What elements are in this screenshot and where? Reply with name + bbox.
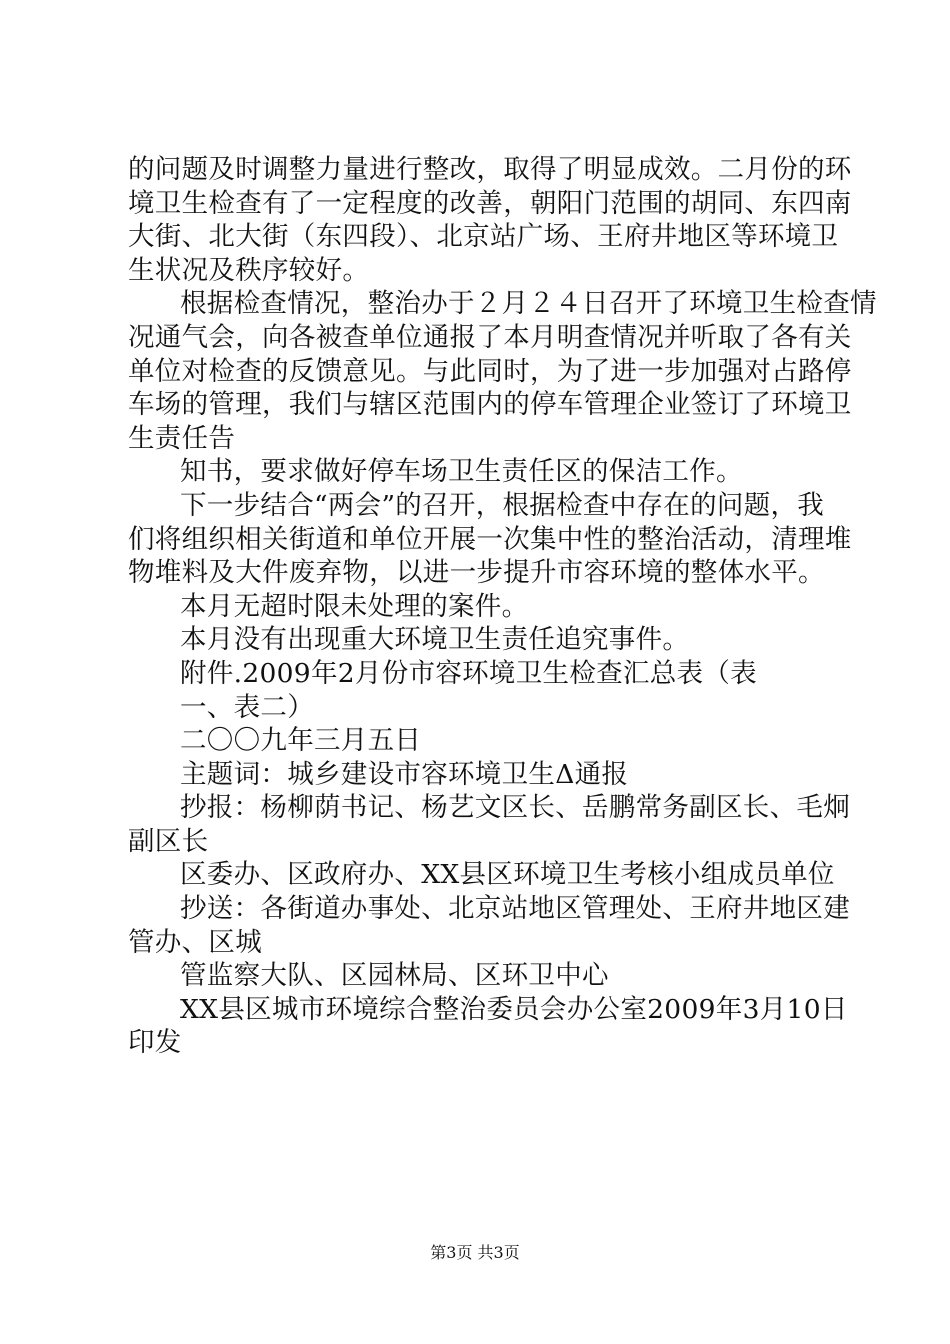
text-line: 物堆料及大件废弃物，以进一步提升市容环境的整体水平。 bbox=[128, 557, 825, 589]
text-line: 抄送：各街道办事处、北京站地区管理处、王府井地区建 bbox=[180, 893, 850, 925]
text-line: 管监察大队、区园林局、区环卫中心 bbox=[180, 960, 609, 992]
text-line: 知书，要求做好停车场卫生责任区的保洁工作。 bbox=[180, 456, 743, 488]
text-line: 生状况及秩序较好。 bbox=[128, 254, 370, 286]
text-line: 主题词：城乡建设市容环境卫生Δ通报 bbox=[180, 758, 629, 790]
text-line: 车场的管理，我们与辖区范围内的停车管理企业签订了环境卫 bbox=[128, 389, 852, 421]
text-line: 区委办、区政府办、XX县区环境卫生考核小组成员单位 bbox=[180, 859, 835, 891]
text-line: 一、表二） bbox=[180, 691, 314, 723]
text-line: 单位对检查的反馈意见。与此同时，为了进一步加强对占路停 bbox=[128, 355, 852, 387]
text-line: XX县区城市环境综合整治委员会办公室2009年3月10日 bbox=[180, 993, 848, 1025]
text-line: 根据检查情况，整治办于２月２４日召开了环境卫生检查情 bbox=[180, 288, 877, 320]
page-footer bbox=[0, 1243, 950, 1263]
document-body bbox=[128, 153, 877, 1060]
text-line: 本月没有出现重大环境卫生责任追究事件。 bbox=[180, 624, 690, 656]
text-line: 况通气会，向各被查单位通报了本月明查情况并听取了各有关 bbox=[128, 321, 852, 353]
page-number: 第3页 共3页 bbox=[430, 1243, 520, 1262]
text-line: 大街、北大街（东四段）、北京站广场、王府井地区等环境卫 bbox=[128, 221, 839, 253]
text-line: 境卫生检查有了一定程度的改善，朝阳门范围的胡同、东四南 bbox=[128, 187, 852, 219]
text-line: 附件.2009年2月份市容环境卫生检查汇总表（表 bbox=[180, 657, 757, 689]
text-line: 二〇〇九年三月五日 bbox=[180, 725, 422, 757]
text-line: 们将组织相关街道和单位开展一次集中性的整治活动，清理堆 bbox=[128, 523, 852, 555]
text-line: 副区长 bbox=[128, 825, 209, 857]
text-line: 下一步结合“两会”的召开，根据检查中存在的问题，我 bbox=[180, 489, 825, 521]
text-line: 印发 bbox=[128, 1027, 182, 1059]
text-line: 的问题及时调整力量进行整改，取得了明显成效。二月份的环 bbox=[128, 154, 852, 185]
text-line: 生责任告 bbox=[128, 422, 236, 454]
text-line: 管办、区城 bbox=[128, 926, 262, 958]
text-line: 抄报：杨柳荫书记、杨艺文区长、岳鹏常务副区长、毛炯 bbox=[180, 792, 850, 824]
text-line: 本月无超时限未处理的案件。 bbox=[180, 590, 529, 622]
